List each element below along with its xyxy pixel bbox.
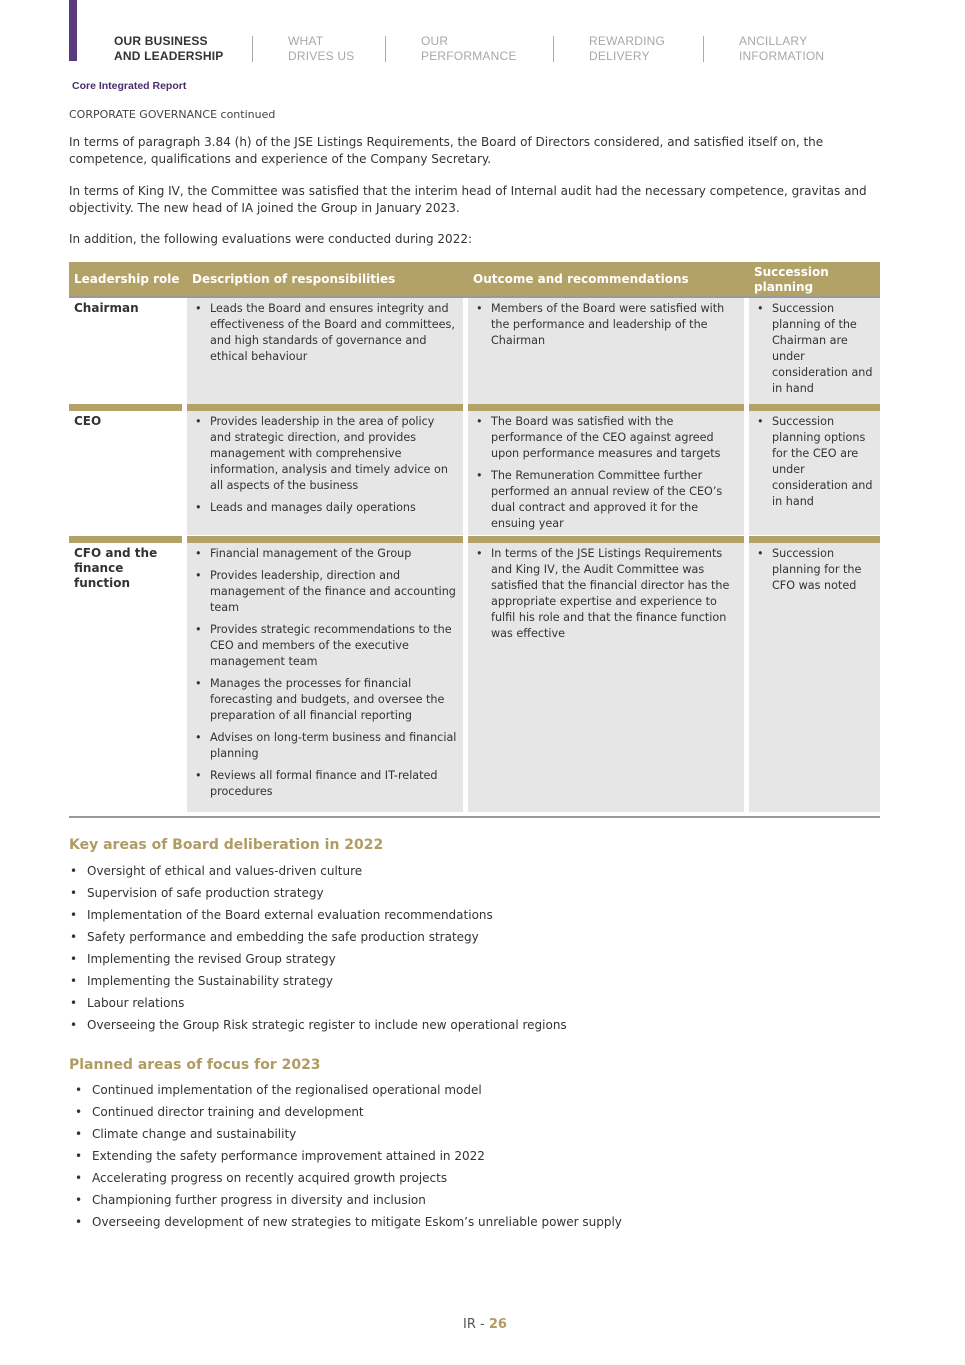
nav-label: DRIVES US (288, 49, 355, 63)
cell-role: Chairman (74, 301, 139, 315)
header-description: Description of responsibilities (187, 262, 468, 297)
planned-section (69, 1057, 622, 1233)
list-item: • Reviews all formal finance and IT-related procedures (192, 768, 458, 800)
row-separator (187, 404, 463, 411)
list-item: • Implementing the revised Group strategy (69, 948, 567, 970)
row-separator (468, 536, 744, 543)
planned-title: Planned areas of focus for 2023 (69, 1057, 321, 1073)
header-succession: Succession planning (749, 262, 880, 297)
nav-label: ANCILLARY (739, 34, 808, 48)
nav-rewarding-delivery[interactable] (589, 34, 665, 64)
nav-label: PERFORMANCE (421, 49, 517, 63)
list-item: • Continued director training and development (74, 1101, 622, 1123)
list-item: • The Remuneration Committee further performed an annual review of the CEO’s dual contract and approved it for the ensuing year (473, 468, 739, 532)
list-item: • Safety performance and embedding the safe production strategy (69, 926, 567, 948)
desc-list (192, 301, 458, 365)
list-item: • Climate change and sustainability (74, 1123, 622, 1145)
list-item: • Succession planning options for the CEO are under consideration and in hand (754, 414, 875, 510)
list-item: • Implementation of the Board external evaluation recommendations (69, 904, 567, 926)
desc-list (192, 546, 458, 800)
nav-label: DELIVERY (589, 49, 650, 63)
list-item: • Implementing the Sustainability strategy (69, 970, 567, 992)
nav-our-performance[interactable] (421, 34, 517, 64)
key-areas-title: Key areas of Board deliberation in 2022 (69, 837, 384, 853)
list-item: • Extending the safety performance improvement attained in 2022 (74, 1145, 622, 1167)
succession-list (754, 301, 875, 397)
header-outcome: Outcome and recommendations (468, 262, 749, 297)
nav-label: REWARDING (589, 34, 666, 48)
cell-desc (187, 543, 463, 812)
nav-label: OUR (421, 34, 449, 48)
key-areas-section (69, 837, 567, 1036)
list-item: • The Board was satisfied with the performance of the CEO against agreed upon performance measures and targets (473, 414, 739, 462)
nav-ancillary-information[interactable] (739, 34, 824, 64)
nav-label: AND LEADERSHIP (114, 49, 224, 63)
list-item: • Provides leadership in the area of policy and strategic direction, and provides management with comprehensive information, analysis and timely advice on all aspects of the business (192, 414, 458, 494)
planned-list (74, 1079, 622, 1233)
nav-label: WHAT (288, 34, 324, 48)
list-item: • Manages the processes for financial forecasting and budgets, and oversee the preparation of all financial reporting (192, 676, 458, 724)
report-label: Core Integrated Report (72, 80, 187, 92)
nav-our-business[interactable] (114, 34, 223, 64)
list-item: • Overseeing development of new strategies to mitigate Eskom’s unreliable power supply (74, 1211, 622, 1233)
succession-list (754, 414, 875, 510)
key-areas-list (69, 860, 567, 1036)
row-separator (69, 536, 182, 543)
list-item: • Accelerating progress on recently acquired growth projects (74, 1167, 622, 1189)
list-item: • Supervision of safe production strategy (69, 882, 567, 904)
table-bottom-rule (69, 816, 880, 818)
outcome-list (473, 301, 739, 349)
nav-divider (385, 36, 386, 62)
list-item: • Succession planning of the Chairman are under consideration and in hand (754, 301, 875, 397)
list-item: • Members of the Board were satisfied with the performance and leadership of the Chairman (473, 301, 739, 349)
list-item: • Labour relations (69, 992, 567, 1014)
page-number-value: 26 (488, 1317, 507, 1332)
cell-role: CEO (74, 414, 102, 428)
succession-list (754, 546, 875, 594)
nav-what-drives-us[interactable] (288, 34, 354, 64)
paragraph: In terms of paragraph 3.84 (h) of the JSE Listings Requirements, the Board of Directors considered, and satisfied itself on, the competence, qualifications and experience of the Company Secretary. (69, 135, 824, 166)
list-item: • Leads and manages daily operations (192, 500, 458, 516)
list-item: • Championing further progress in diversity and inclusion (74, 1189, 622, 1211)
cell-desc (187, 298, 463, 404)
paragraph: In terms of King IV, the Committee was satisfied that the interim head of Internal audit had the necessary competence, gravitas and objectivity. The new head of IA joined the Group in January 2023. (69, 184, 867, 215)
list-item: • Overseeing the Group Risk strategic register to include new operational regions (69, 1014, 567, 1036)
cell-succession (749, 543, 880, 812)
outcome-list (473, 546, 739, 642)
page-prefix: IR - (463, 1317, 489, 1332)
list-item: • Leads the Board and ensures integrity and effectiveness of the Board and committees, and high standards of governance and ethical behaviour (192, 301, 458, 365)
list-item: • Succession planning for the CFO was noted (754, 546, 875, 594)
cell-succession (749, 411, 880, 535)
row-separator (468, 404, 744, 411)
nav-divider (252, 36, 253, 62)
row-separator (749, 536, 880, 543)
cell-outcome (468, 298, 744, 404)
page-number (463, 1317, 507, 1332)
list-item: • Financial management of the Group (192, 546, 458, 562)
paragraph: In addition, the following evaluations were conducted during 2022: (69, 232, 473, 246)
section-label: CORPORATE GOVERNANCE continued (69, 108, 276, 121)
nav-divider (553, 36, 554, 62)
cell-role: CFO and the finance function (74, 546, 158, 590)
row-separator (749, 404, 880, 411)
row-separator (187, 536, 463, 543)
cell-desc (187, 411, 463, 535)
list-item: • Provides leadership, direction and management of the finance and accounting team (192, 568, 458, 616)
list-item: • Advises on long-term business and financial planning (192, 730, 458, 762)
list-item: • Provides strategic recommendations to the CEO and members of the executive management team (192, 622, 458, 670)
outcome-list (473, 414, 739, 532)
section-marker-bar (69, 0, 77, 61)
nav-divider (703, 36, 704, 62)
cell-outcome (468, 543, 744, 812)
cell-succession (749, 298, 880, 404)
list-item: • In terms of the JSE Listings Requirements and King IV, the Audit Committee was satisfied that the financial director has the appropriate expertise and experience to fulfil his role and that the finance function was effective (473, 546, 739, 642)
nav-label: OUR BUSINESS (114, 34, 208, 48)
cell-outcome (468, 411, 744, 535)
list-item: • Oversight of ethical and values-driven culture (69, 860, 567, 882)
desc-list (192, 414, 458, 516)
nav-label: INFORMATION (739, 49, 825, 63)
row-separator (69, 404, 182, 411)
header-leadership-role: Leadership role (69, 262, 187, 297)
list-item: • Continued implementation of the regionalised operational model (74, 1079, 622, 1101)
